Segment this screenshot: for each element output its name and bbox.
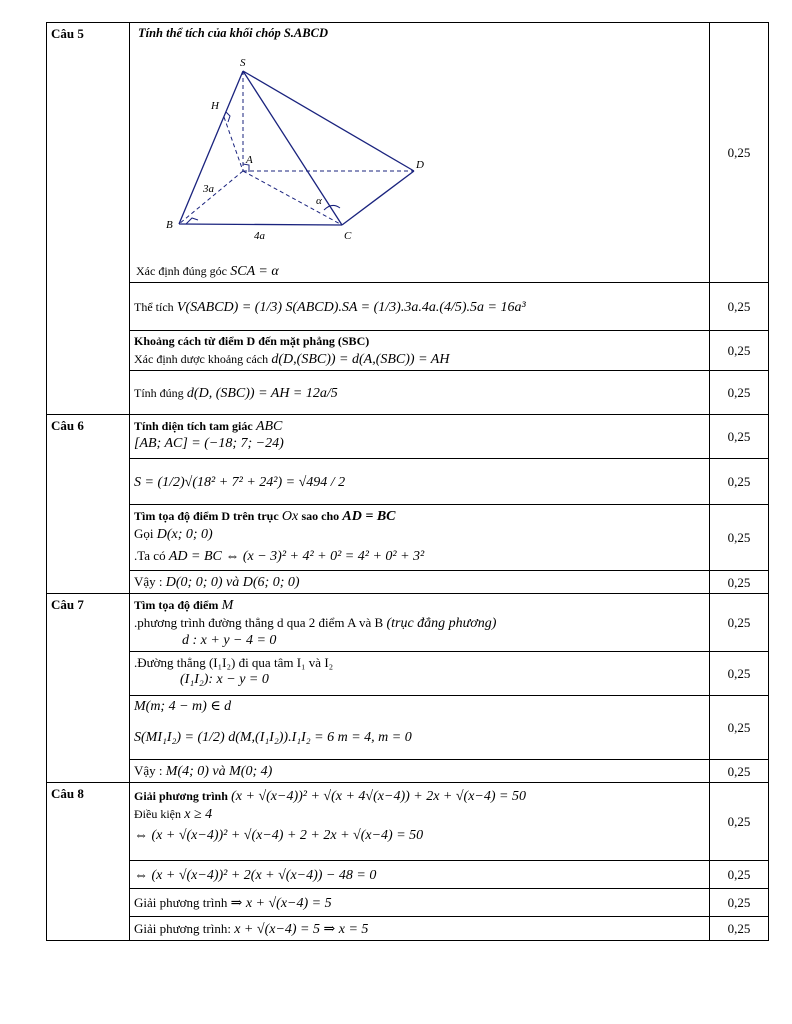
call-text: Gọi [134, 526, 154, 541]
figure-label-h: H [211, 100, 219, 112]
section-heading: Khoảng cách từ điểm D đến mặt phẳng (SBC) [134, 334, 370, 348]
points: 0,25 [710, 889, 769, 917]
conclusion-text: Vậy : [134, 763, 163, 778]
line-equation: d : x + y − 4 = 0 [182, 633, 277, 648]
step4-text: Giải phương trình: [134, 920, 231, 936]
distance-text: Xác định dược khoảng cách [134, 352, 269, 366]
points: 0,25 [710, 283, 769, 331]
condition-text: Điều kiện [134, 807, 181, 821]
figure-label-c: C [344, 230, 352, 242]
points: 0,25 [710, 505, 769, 571]
conclusion-equation: M(4; 0) và M(0; 4) [165, 764, 273, 779]
volume-text: Thể tích [134, 299, 174, 314]
distance2-equation: d(D, (SBC)) = AH = 12a/5 [186, 385, 338, 401]
points: 0,25 [710, 783, 769, 861]
table-row [47, 459, 769, 505]
points: 0,25 [710, 23, 769, 283]
figure-label-a: A [246, 154, 253, 166]
section-heading: Tính diện tích tam giác [134, 419, 253, 433]
answer-cell [130, 331, 710, 371]
question-label: Câu 8 [47, 783, 130, 941]
volume-equation: V(SABCD) = (1/3) S(ABCD).SA = (1/3).3a.4a.(4/5).5a = 16a³ [176, 299, 526, 315]
pyramid-figure [152, 42, 452, 242]
answer-cell [130, 571, 710, 594]
question-label: Câu 5 [47, 23, 130, 415]
answer-cell [130, 415, 710, 459]
step4-equation: x + √(x−4) = 5 ⇒ x = 5 [234, 921, 369, 937]
answer-cell [130, 371, 710, 415]
area-equation: S(MI₁I₂) = (1/2) d(M,(I₁I₂)).I₁I₂ = 6 m = 4, m = 0 [134, 730, 412, 745]
question-label: Câu 7 [47, 594, 130, 783]
area-equation: S = (1/2)√(18² + 7² + 24²) = √494 / 2 [134, 474, 346, 490]
answer-cell [130, 861, 710, 889]
m-equation: M(m; 4 − m) ∈ d [134, 699, 232, 714]
answer-cell [130, 505, 710, 571]
condition-equation: x ≥ 4 [184, 807, 213, 822]
step3-equation: ⇒ x + √(x−4) = 5 [230, 895, 332, 911]
grading-table [46, 22, 769, 941]
question-label: Câu 6 [47, 415, 130, 594]
table-row [47, 571, 769, 594]
answer-cell [130, 283, 710, 331]
table-row [47, 371, 769, 415]
i1i2-text: .Đường thẳng (I₁I₂) đi qua tâm I₁ và I₂ [134, 655, 334, 670]
points: 0,25 [710, 459, 769, 505]
answer-cell [130, 917, 710, 941]
points: 0,25 [710, 371, 769, 415]
side-bc-label: 4a [254, 230, 265, 242]
figure-label-d: D [416, 159, 424, 171]
table-row [47, 652, 769, 696]
points: 0,25 [710, 760, 769, 783]
angle-text: Xác định đúng góc [136, 264, 227, 278]
section-heading: Tính thể tích của khối chóp S.ABCD [138, 26, 328, 40]
call-equation: D(x; 0; 0) [156, 527, 213, 542]
table-row [47, 861, 769, 889]
points: 0,25 [710, 331, 769, 371]
table-row [47, 23, 769, 283]
have-equation: AD = BC ⇔ (x − 3)² + 4² + 0² = 4² + 0² + 3² [168, 549, 425, 564]
axis-variable: Ox [281, 509, 299, 524]
line-note: (trục đẳng phương) [386, 616, 497, 631]
points: 0,25 [710, 652, 769, 696]
table-row [47, 415, 769, 459]
heading-equation: (x + √(x−4))² + √(x + 4√(x−4)) + 2x + √(x−4) = 50 [231, 789, 526, 804]
step1-equation: ⇔ (x + √(x−4))² + √(x−4) + 2 + 2x + √(x−4) = 50 [134, 828, 424, 843]
table-row [47, 760, 769, 783]
table-row [47, 889, 769, 917]
step3-text: Giải phương trình [134, 894, 228, 910]
heading-variable: M [221, 598, 234, 613]
answer-cell [130, 889, 710, 917]
i1i2-equation: (I₁I₂): x − y = 0 [180, 672, 269, 687]
figure-label-b: B [166, 219, 173, 231]
step2-equation: ⇔ (x + √(x−4))² + 2(x + √(x−4)) − 48 = 0 [134, 867, 377, 883]
angle-equation: SCA = α [230, 264, 279, 279]
table-row [47, 505, 769, 571]
side-ab-label: 3a [203, 183, 214, 195]
conclusion-equation: D(0; 0; 0) và D(6; 0; 0) [165, 575, 300, 590]
distance2-text: Tính đúng [134, 385, 184, 400]
have-text: .Ta có [134, 548, 166, 563]
line-text: .phương trình đường thẳng d qua 2 điểm A và B [134, 615, 384, 630]
table-row [47, 917, 769, 941]
table-row [47, 696, 769, 760]
answer-cell [130, 696, 710, 760]
answer-cell [130, 459, 710, 505]
table-row [47, 283, 769, 331]
answer-cell [130, 783, 710, 861]
condition-equation: AD = BC [342, 509, 396, 524]
points: 0,25 [710, 917, 769, 941]
table-row [47, 594, 769, 652]
angle-label: α [316, 195, 322, 207]
answer-cell [130, 23, 710, 283]
distance-equation: d(D,(SBC)) = d(A,(SBC)) = AH [271, 352, 450, 367]
conclusion-text: Vậy : [134, 574, 163, 589]
section-heading: Giải phương trình [134, 789, 228, 803]
answer-cell [130, 760, 710, 783]
points: 0,25 [710, 415, 769, 459]
condition-word: sao cho [301, 509, 340, 523]
points: 0,25 [710, 861, 769, 889]
cross-product-equation: [AB; AC] = (−18; 7; −24) [134, 436, 284, 451]
answer-cell [130, 594, 710, 652]
points: 0,25 [710, 594, 769, 652]
section-heading: Tìm tọa độ điểm D trên trục [134, 509, 279, 523]
answer-cell [130, 652, 710, 696]
table-row [47, 331, 769, 371]
table-row [47, 783, 769, 861]
section-heading: Tìm tọa độ điểm [134, 598, 219, 612]
points: 0,25 [710, 571, 769, 594]
points: 0,25 [710, 696, 769, 760]
figure-label-s: S [240, 57, 246, 69]
heading-variable: ABC [255, 419, 283, 434]
